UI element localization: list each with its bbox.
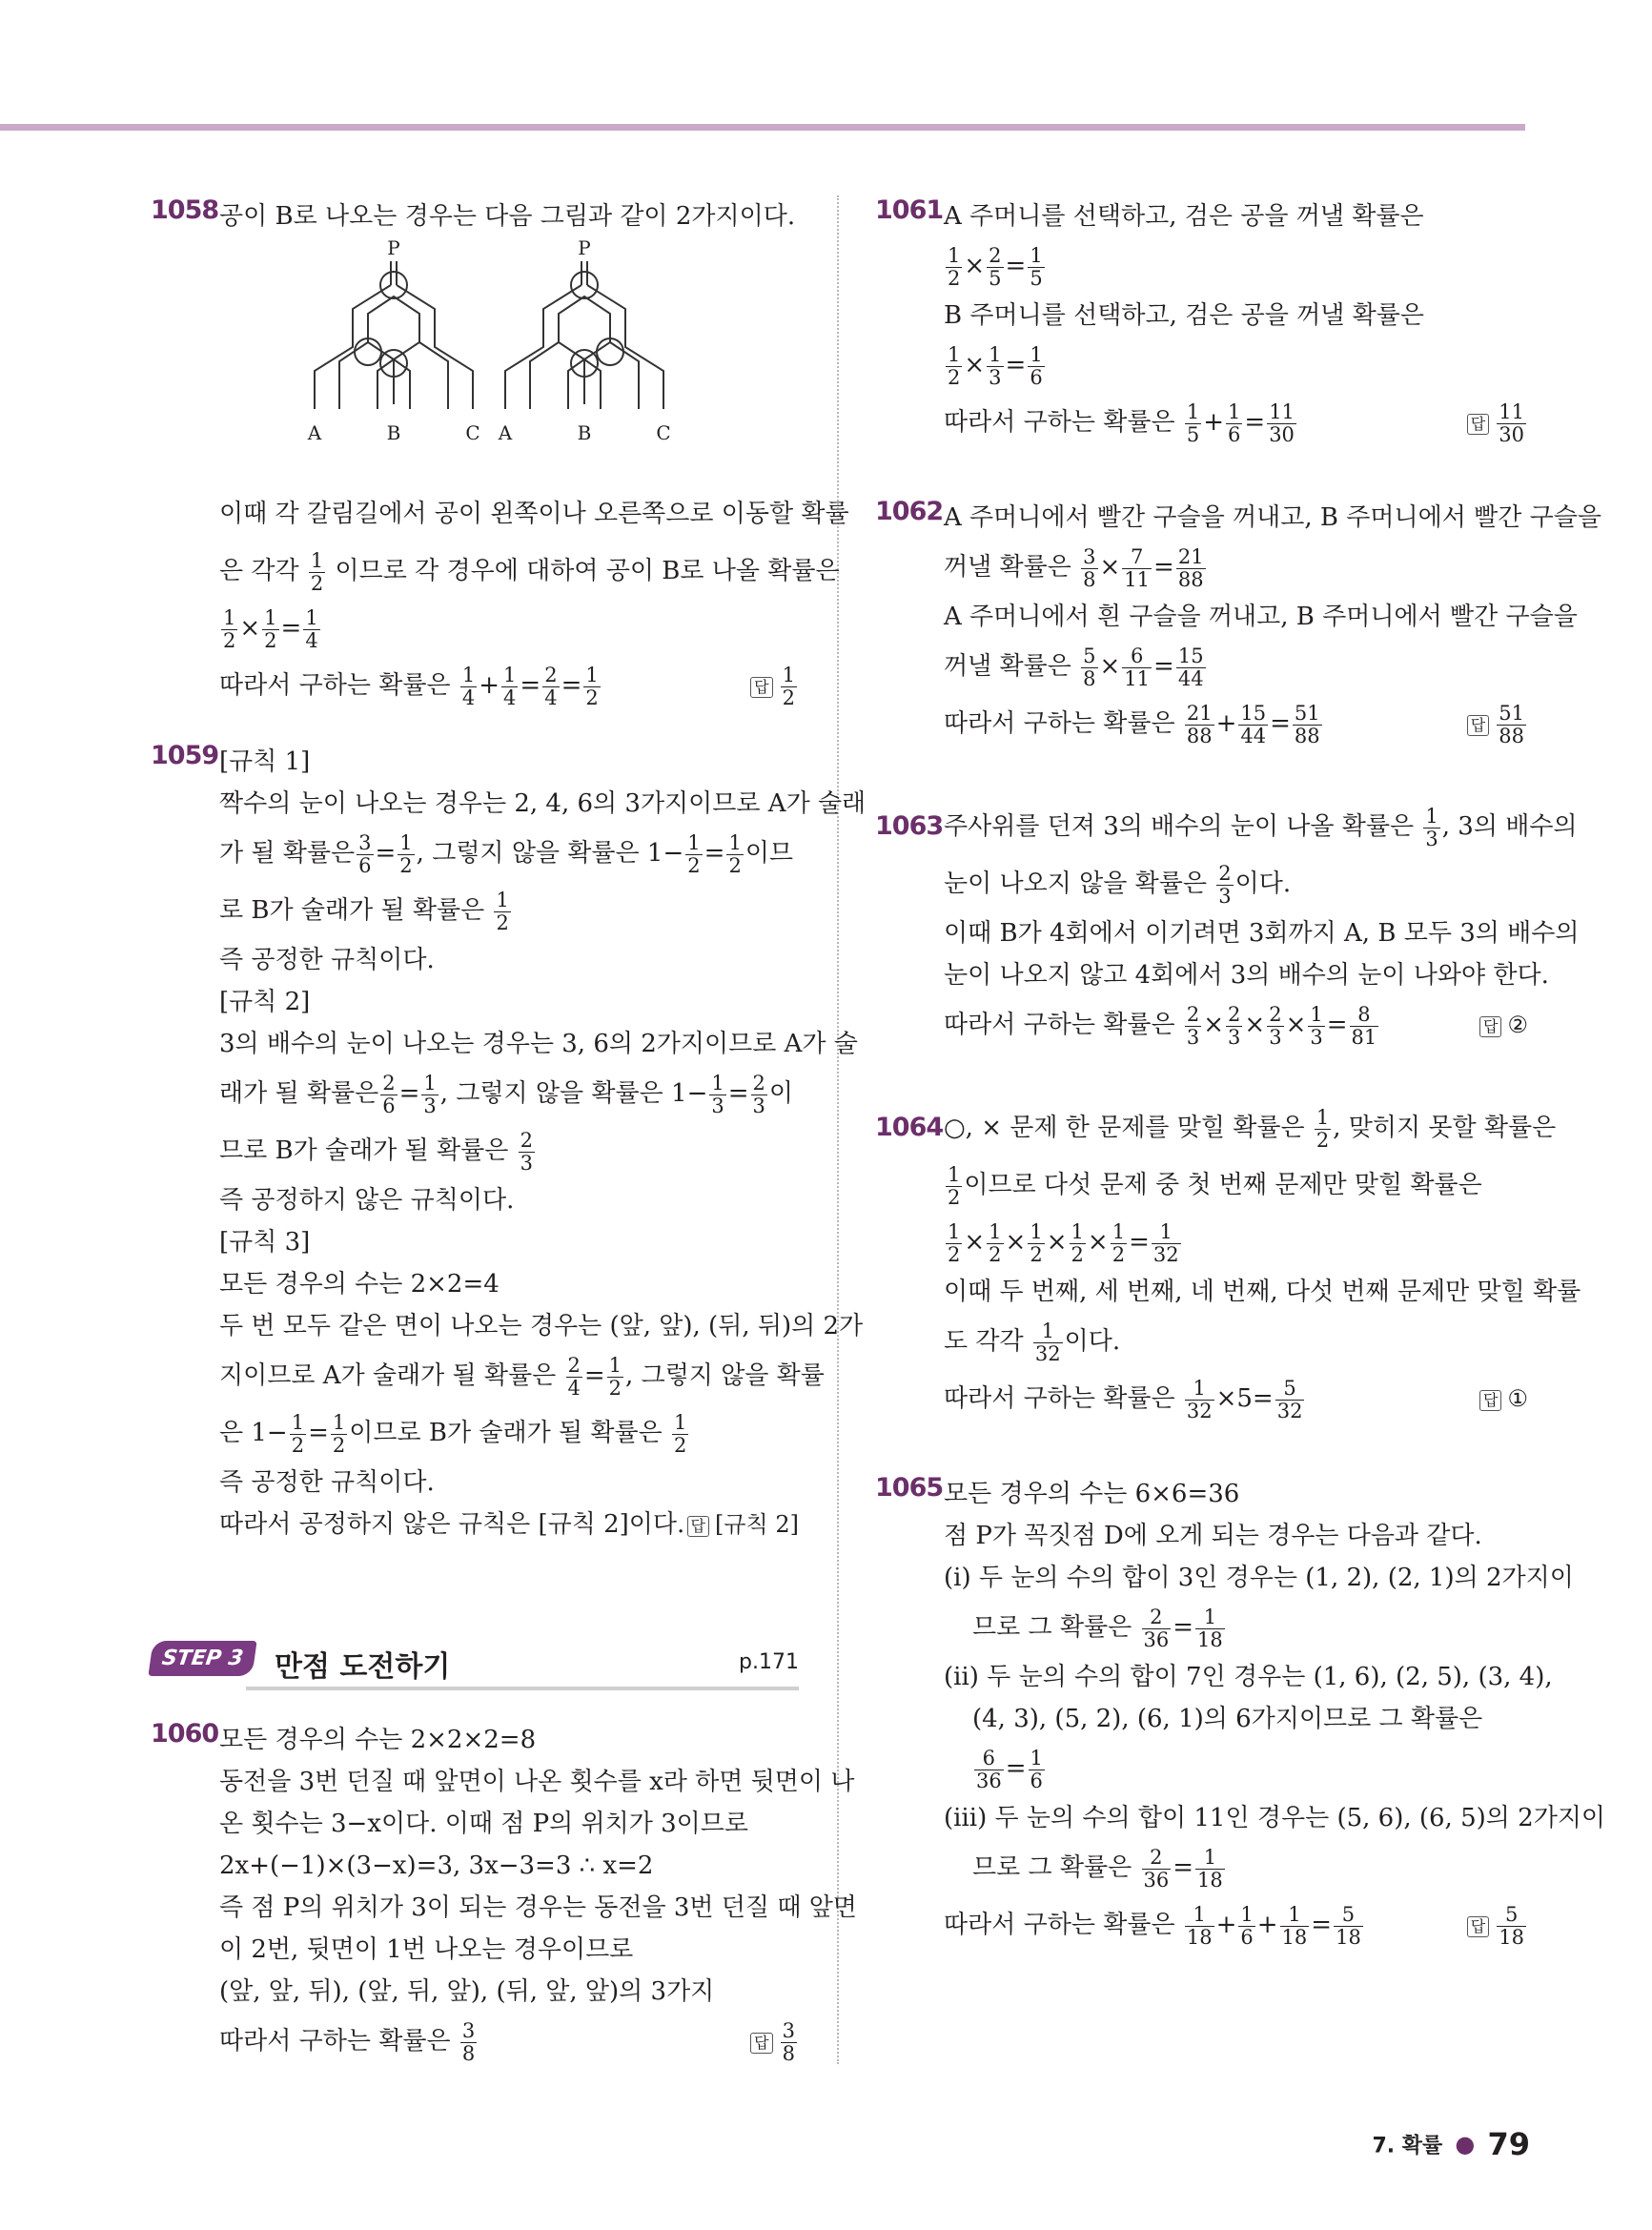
page-number: 79	[1487, 2126, 1530, 2162]
problem-number: 1059	[151, 741, 219, 770]
answer: 답 [규칙 2]	[687, 1504, 799, 1545]
problem-1061	[875, 195, 1528, 451]
text-line: 은 1− $\frac{1}{2}$ = $\frac{1}{2}$ 이므로 B가 술래가 될 확률은 $\frac{1}{2}$	[219, 1410, 687, 1457]
text-line: 공이 B로 나오는 경우는 다음 그림과 같이 2가지이다.	[219, 202, 796, 231]
conclusion-line: 따라서 구하는 확률은 $\frac{3}{8}$ 답 $\frac{3}{8}$	[219, 2013, 799, 2070]
conclusion-line: 따라서 구하는 확률은 $\frac{1}{32}$ ×5= $\frac{5}{32}$ 답 ①	[944, 1370, 1528, 1427]
math-line: $\frac{1}{2}$ × $\frac{1}{2}$ × $\frac{1}{2}$ × $\frac{1}{2}$ × $\frac{1}{2}$ = $\frac{1}{32}$	[948, 1219, 1179, 1266]
text-line: A 주머니에서 빨간 구슬을 꺼내고, B 주머니에서 빨간 구슬을	[944, 503, 1601, 532]
chapter-label: 7. 확률	[1372, 2134, 1443, 2158]
conclusion-line: 따라서 구하는 확률은 $\frac{1}{4}$ + $\frac{1}{4}$ = $\frac{2}{4}$ = $\frac{1}{2}$ 답 $\frac{1}{2}$	[219, 657, 799, 714]
answer: 답 $\frac{3}{8}$	[750, 2013, 799, 2070]
text-line: 므로 그 확률은 $\frac{2}{36}$ = $\frac{1}{18}$	[972, 1845, 1223, 1892]
text: 은 각각	[219, 557, 299, 585]
text-line: 점 P가 꼭짓점 D에 오게 되는 경우는 다음과 같다.	[944, 1522, 1482, 1550]
answer: 답 $\frac{51}{88}$	[1467, 695, 1528, 752]
text-line: 눈이 나오지 않을 확률은 $\frac{2}{3}$ 이다.	[944, 861, 1292, 908]
text-line: $\frac{1}{2}$ 이므로 다섯 문제 중 첫 번째 문제만 맞힐 확률은	[948, 1162, 1482, 1209]
bullet-icon: ●	[1455, 2131, 1476, 2158]
problem-number: 1064	[875, 1113, 944, 1142]
step-title: 만점 도전하기	[275, 1650, 451, 1684]
text-line: 모든 경우의 수는 2×2=4	[219, 1270, 500, 1299]
label-c: C	[465, 421, 480, 444]
text-line: A 주머니를 선택하고, 검은 공을 꺼낼 확률은	[944, 202, 1424, 231]
problem-number: 1060	[151, 1719, 219, 1749]
text-line: 짝수의 눈이 나오는 경우는 2, 4, 6의 3가지이므로 A가 술래	[219, 789, 867, 818]
text-line	[219, 542, 840, 600]
math-line: $\frac{1}{2}$ × $\frac{1}{2}$ = $\frac{1}{4}$	[223, 605, 318, 652]
fraction: $\frac{1}{2}$	[310, 548, 324, 595]
left-column	[151, 195, 867, 2070]
label-p: P	[387, 237, 400, 259]
text-line: 즉 공정한 규칙이다.	[219, 1468, 435, 1497]
text-line: 모든 경우의 수는 2×2×2=8	[219, 1726, 537, 1754]
ball-path-diagram	[296, 237, 799, 485]
problem-number: 1058	[151, 195, 219, 225]
problem-1065	[875, 1473, 1606, 1954]
text-line: 도 각각 $\frac{1}{32}$ 이다.	[944, 1319, 1121, 1365]
text-line: 동전을 3번 던질 때 앞면이 나온 횟수를 x라 하면 뒷면이 나	[219, 1768, 855, 1796]
step-underline	[246, 1687, 799, 1690]
math-line: 2x+(−1)×(3−x)=3, 3x−3=3 ∴ x=2	[219, 1852, 654, 1880]
text-line: 래가 될 확률은 $\frac{2}{6}$ = $\frac{1}{3}$ , 그렇지 않을 확률은 1− $\frac{1}{3}$ = $\frac{2}{3}$ 이	[219, 1071, 794, 1117]
text-line: 즉 점 P의 위치가 3이 되는 경우는 동전을 3번 던질 때 앞면	[219, 1893, 857, 1922]
answer: 답 $\frac{11}{30}$	[1467, 394, 1528, 451]
right-column	[875, 195, 1606, 1954]
text-line: 주사위를 던져 3의 배수의 눈이 나올 확률은 $\frac{1}{3}$ , 3의 배수의	[944, 804, 1578, 850]
label-a: A	[498, 421, 513, 444]
label-c: C	[656, 421, 671, 444]
answer: 답 ①	[1479, 1370, 1528, 1427]
step-header	[151, 1641, 799, 1698]
text: 이므로 각 경우에 대하여 공이 B로 나올 확률은	[335, 557, 840, 585]
problem-1062	[875, 497, 1601, 752]
conclusion-line: 따라서 구하는 확률은 $\frac{1}{18}$ + $\frac{1}{6}$ + $\frac{1}{18}$ = $\frac{5}{18}$ 답 $\frac{5}{18}$	[944, 1896, 1528, 1954]
text-line: 이때 B가 4회에서 이기려면 3회까지 A, B 모두 3의 배수의	[944, 919, 1580, 948]
page-footer	[1372, 2126, 1530, 2162]
text-line: 므로 그 확률은 $\frac{2}{36}$ = $\frac{1}{18}$	[972, 1605, 1223, 1651]
text-line: 지이므로 A가 술래가 될 확률은 $\frac{2}{4}$ = $\frac{1}{2}$ , 그렇지 않을 확률	[219, 1353, 825, 1400]
top-rule	[0, 124, 1525, 131]
math-line: $\frac{6}{36}$ = $\frac{1}{6}$	[976, 1746, 1043, 1792]
text-line: 이 2번, 뒷면이 1번 나오는 경우이므로	[219, 1935, 634, 1964]
problem-1063	[875, 798, 1580, 1054]
label-p: P	[578, 237, 591, 259]
answer: 답 $\frac{5}{18}$	[1467, 1896, 1528, 1954]
step-badge: STEP 3	[148, 1641, 256, 1676]
text-line: 가 될 확률은 $\frac{3}{6}$ = $\frac{1}{2}$ , 그렇지 않을 확률은 1− $\frac{1}{2}$ = $\frac{1}{2}$ 이므	[219, 830, 794, 877]
pachinko-diagrams	[296, 237, 696, 476]
problem-1059	[151, 741, 867, 1545]
text-line: 모든 경우의 수는 6×6=36	[944, 1480, 1240, 1508]
math-line: $\frac{1}{2}$ × $\frac{1}{3}$ = $\frac{1}{6}$	[948, 342, 1043, 389]
rule-heading: [규칙 3]	[219, 1228, 311, 1257]
page-reference: p.171	[739, 1650, 799, 1674]
problem-1060	[151, 1719, 857, 2070]
problem-number: 1061	[875, 195, 944, 225]
label-b: B	[386, 421, 401, 444]
text-line: 꺼낼 확률은 $\frac{3}{8}$ × $\frac{7}{11}$ = $\frac{21}{88}$	[944, 544, 1204, 591]
conclusion-line: 따라서 구하는 확률은 $\frac{1}{5}$ + $\frac{1}{6}$ = $\frac{11}{30}$ 답 $\frac{11}{30}$	[944, 394, 1528, 451]
text-line: 로 B가 술래가 될 확률은 $\frac{1}{2}$	[219, 888, 509, 934]
text-line: 3의 배수의 눈이 나오는 경우는 3, 6의 2가지이므로 A가 술	[219, 1030, 858, 1058]
text-line: (ⅱ) 두 눈의 수의 합이 7인 경우는 (1, 6), (2, 5), (3, 4),	[944, 1663, 1553, 1691]
text-line: (ⅰ) 두 눈의 수의 합이 3인 경우는 (1, 2), (2, 1)의 2가지이	[944, 1564, 1574, 1592]
math-line: $\frac{1}{2}$ × $\frac{2}{5}$ = $\frac{1}{5}$	[948, 243, 1043, 290]
conclusion-line: 따라서 구하는 확률은 $\frac{21}{88}$ + $\frac{15}{44}$ = $\frac{51}{88}$ 답 $\frac{51}{88}$	[944, 695, 1528, 752]
text-line: B 주머니를 선택하고, 검은 공을 꺼낼 확률은	[944, 301, 1424, 330]
text-line: 꺼낼 확률은 $\frac{5}{8}$ × $\frac{6}{11}$ = $\frac{15}{44}$	[944, 644, 1204, 690]
text-line: 므로 B가 술래가 될 확률은 $\frac{2}{3}$	[219, 1128, 533, 1175]
text-line: (ⅲ) 두 눈의 수의 합이 11인 경우는 (5, 6), (6, 5)의 2가지이	[944, 1804, 1606, 1832]
text-line: ○, × 문제 한 문제를 맞힐 확률은 $\frac{1}{2}$ , 맞히지 못할 확률은	[944, 1105, 1557, 1152]
text-line: A 주머니에서 흰 구슬을 꺼내고, B 주머니에서 빨간 구슬을	[944, 603, 1578, 631]
text-line: 두 번 모두 같은 면이 나오는 경우는 (앞, 앞), (뒤, 뒤)의 2가	[219, 1312, 864, 1340]
text-line: (4, 3), (5, 2), (6, 1)의 6가지이므로 그 확률은	[972, 1705, 1483, 1733]
problem-1064	[875, 1099, 1581, 1427]
text-line: 즉 공정하지 않은 규칙이다.	[219, 1186, 515, 1215]
problem-number: 1062	[875, 497, 944, 526]
rule-heading: [규칙 2]	[219, 988, 311, 1016]
text-line: 이때 두 번째, 세 번째, 네 번째, 다섯 번째 문제만 맞힐 확률	[944, 1278, 1581, 1306]
conclusion-line: 따라서 공정하지 않은 규칙은 [규칙 2]이다. 답 [규칙 2]	[219, 1504, 799, 1545]
problem-number: 1065	[875, 1473, 944, 1503]
answer: 답 ②	[1479, 996, 1528, 1054]
problem-1058	[151, 195, 849, 714]
rule-heading: [규칙 1]	[219, 747, 311, 776]
answer: 답 $\frac{1}{2}$	[750, 657, 799, 714]
text-line: 온 횟수는 3−x이다. 이때 점 P의 위치가 3이므로	[219, 1810, 748, 1838]
text-line: 즉 공정한 규칙이다.	[219, 946, 435, 974]
label-b: B	[577, 421, 592, 444]
label-a: A	[307, 421, 322, 444]
text-line: 눈이 나오지 않고 4회에서 3의 배수의 눈이 나와야 한다.	[944, 961, 1549, 990]
text-line: 이때 각 갈림길에서 공이 왼쪽이나 오른쪽으로 이동할 확률	[219, 500, 849, 528]
conclusion-line: 따라서 구하는 확률은 $\frac{2}{3}$ × $\frac{2}{3}$ × $\frac{2}{3}$ × $\frac{1}{3}$ = $\frac{8}{81}$ 답 ②	[944, 996, 1528, 1054]
text-line: (앞, 앞, 뒤), (앞, 뒤, 앞), (뒤, 앞, 앞)의 3가지	[219, 1977, 715, 2006]
problem-number: 1063	[875, 811, 944, 841]
